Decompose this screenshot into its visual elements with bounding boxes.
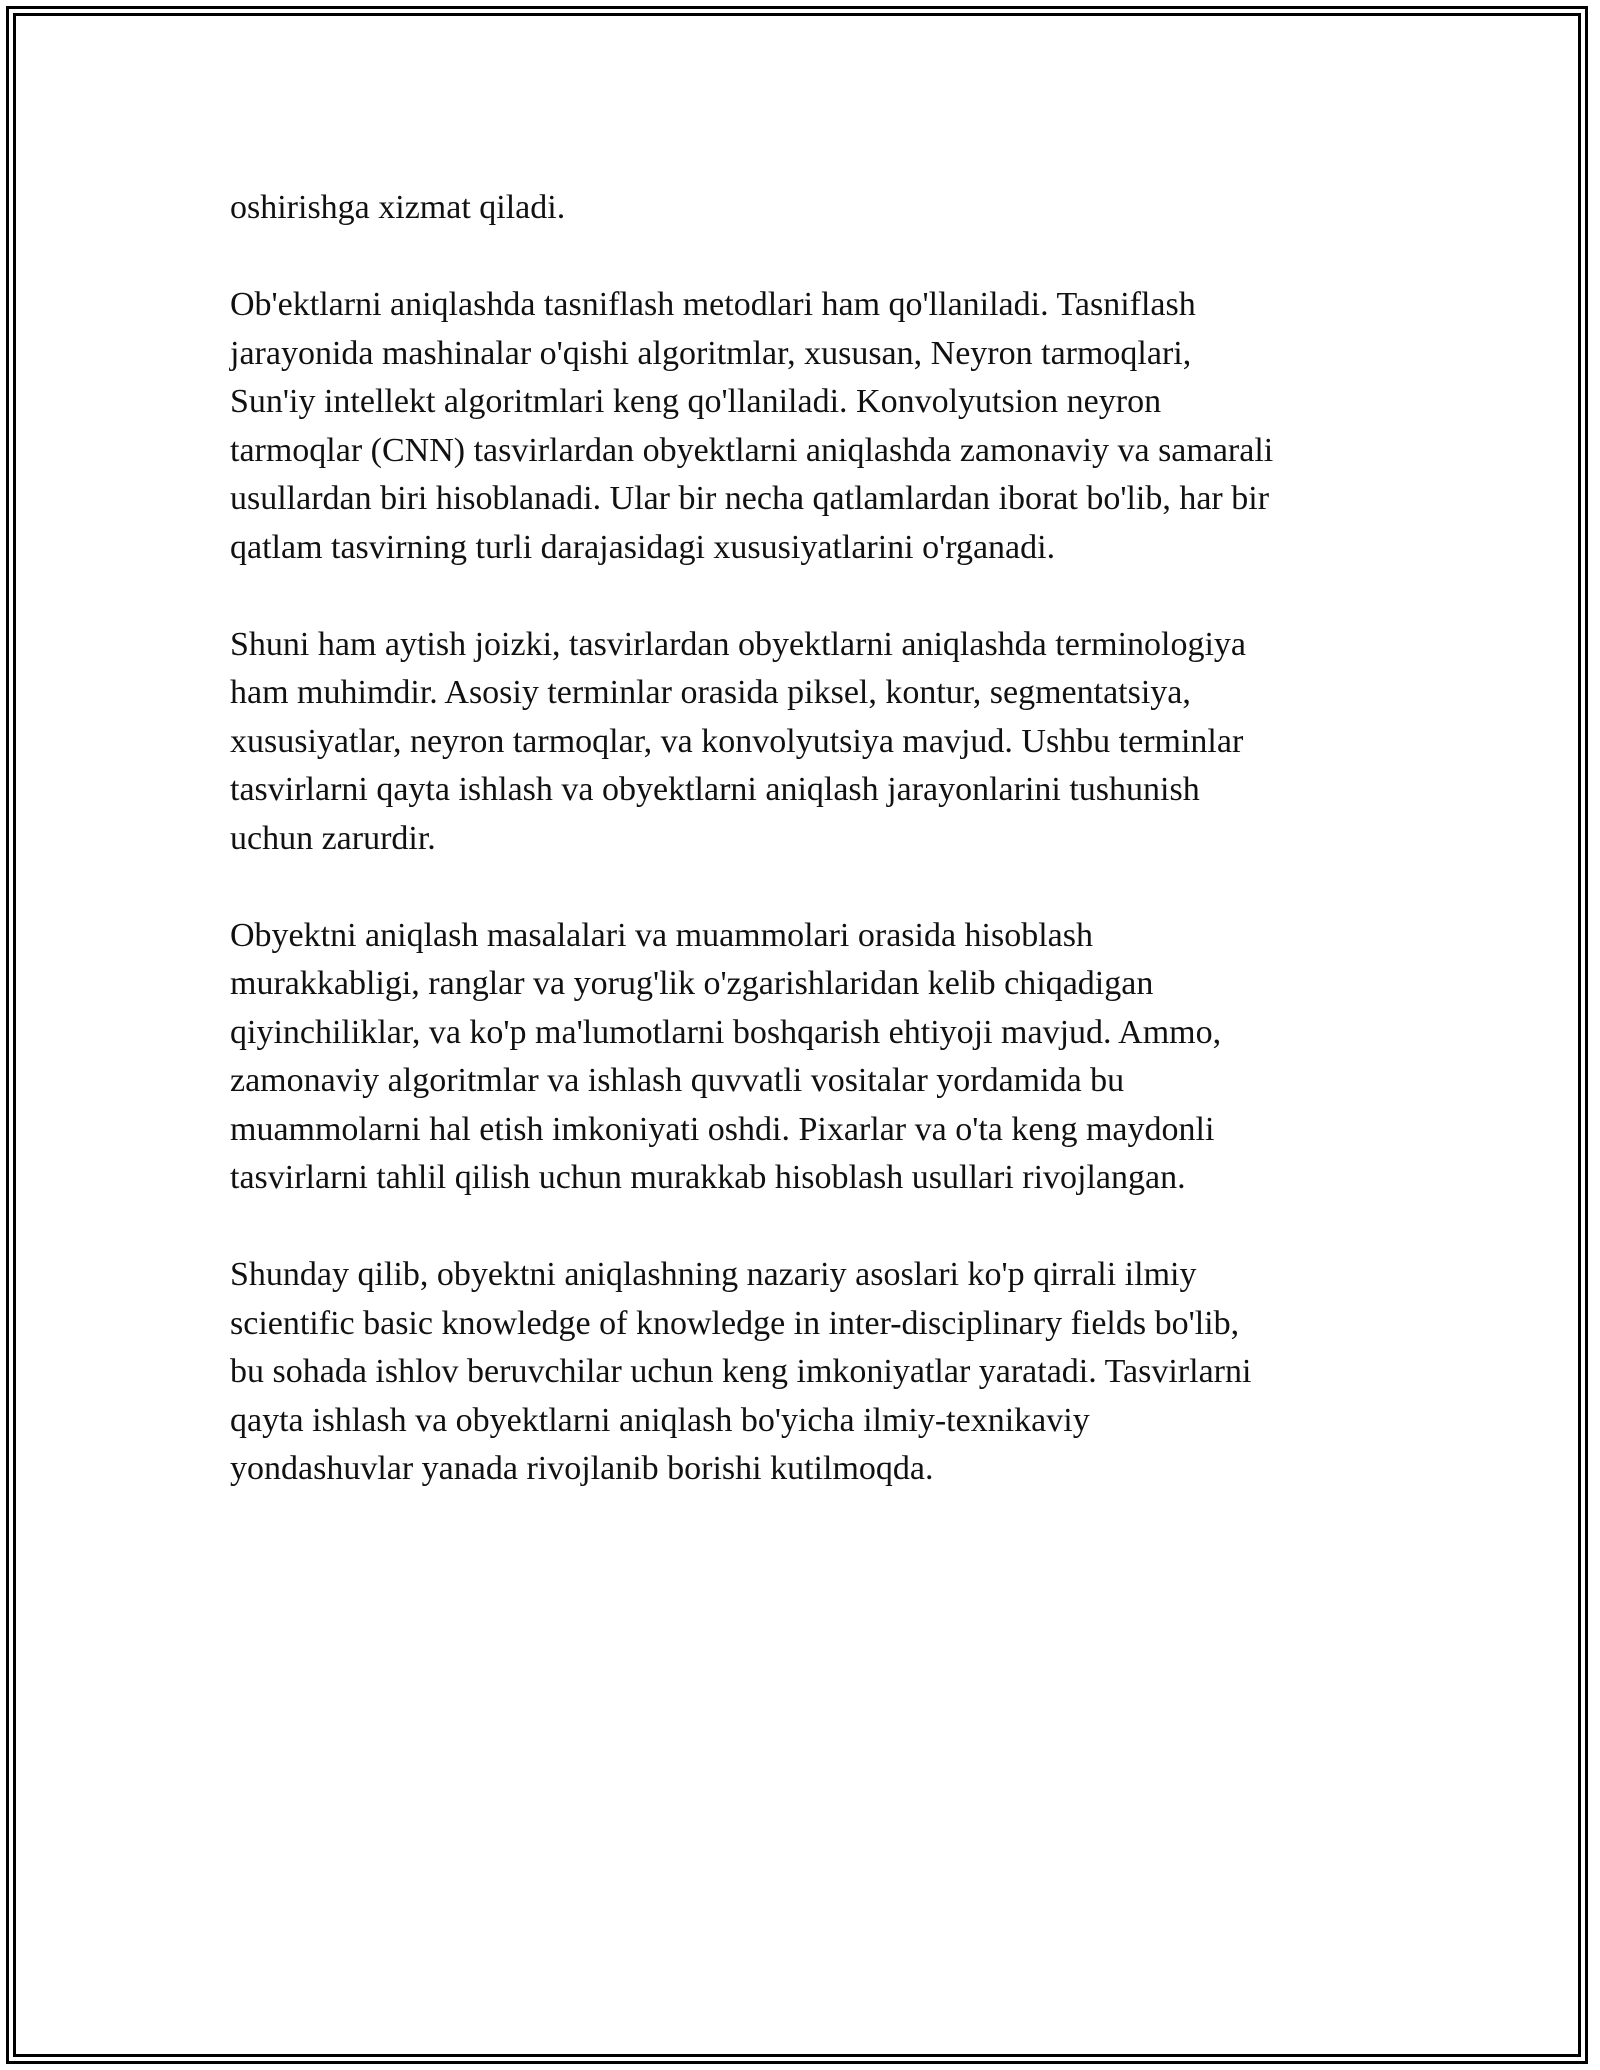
text-line: scientific basic knowledge of knowledge in inter-disciplinary fields bo'lib,	[230, 1304, 1240, 1342]
text-line: Sun'iy intellekt algoritmlari keng qo'llaniladi. Konvolyutsion neyron	[230, 383, 1162, 420]
text-line: jarayonida mashinalar o'qishi algoritmlar, xususan, Neyron tarmoqlari,	[230, 334, 1192, 372]
text-line: yondashuvlar yanada rivojlanib borishi kutilmoqda.	[230, 1450, 934, 1487]
text-line: zamonaviy algoritmlar va ishlash quvvatli vositalar yordamida bu	[230, 1062, 1125, 1099]
text-line: muammolarni hal etish imkoniyati oshdi. Pixarlar va o'ta keng maydonli	[230, 1110, 1215, 1148]
text-line: ham muhimdir. Asosiy terminlar orasida piksel, kontur, segmentatsiya,	[230, 674, 1191, 711]
text-line: Obyektni aniqlash masalalari va muammolari orasida hisoblash	[230, 916, 1093, 954]
document-body	[230, 184, 1390, 1542]
text-line: tarmoqlar (CNN) tasvirlardan obyektlarni aniqlashda zamonaviy va samarali	[230, 431, 1274, 469]
text-line: qatlam tasvirning turli darajasidagi xususiyatlarini o'rganadi.	[230, 528, 1056, 566]
text-line: bu sohada ishlov beruvchilar uchun keng imkoniyatlar yaratadi. Tasvirlarni	[230, 1353, 1252, 1390]
text-line: xususiyatlar, neyron tarmoqlar, va konvolyutsiya mavjud. Ushbu terminlar	[230, 722, 1244, 760]
paragraph-classification-methods	[230, 281, 1390, 572]
text-line: Ob'ektlarni aniqlashda tasniflash metodlari ham qo'llaniladi. Tasniflash	[230, 286, 1196, 323]
paragraph-continuation	[230, 184, 1390, 233]
paragraph-terminology	[230, 621, 1390, 864]
text-line: uchun zarurdir.	[230, 819, 436, 857]
text-line: tasvirlarni tahlil qilish uchun murakkab hisoblash usullari rivojlangan.	[230, 1159, 1186, 1196]
text-line: Shunday qilib, obyektni aniqlashning nazariy asoslari ko'p qirrali ilmiy	[230, 1256, 1197, 1293]
text-line: Shuni ham aytish joizki, tasvirlardan obyektlarni aniqlashda terminologiya	[230, 625, 1246, 663]
text-line: qiyinchiliklar, va ko'p ma'lumotlarni boshqarish ehtiyoji mavjud. Ammo,	[230, 1013, 1222, 1051]
text-line: usullardan biri hisoblanadi. Ular bir necha qatlamlardan iborat bo'lib, har bir	[230, 480, 1270, 517]
paragraph-conclusion	[230, 1251, 1390, 1494]
text-line: tasvirlarni qayta ishlash va obyektlarni aniqlash jarayonlarini tushunish	[230, 771, 1200, 808]
text-line: oshirishga xizmat qiladi.	[230, 189, 566, 226]
text-line: qayta ishlash va obyektlarni aniqlash bo'yicha ilmiy-texnikaviy	[230, 1401, 1090, 1439]
paragraph-problems	[230, 912, 1390, 1203]
text-line: murakkabligi, ranglar va yorug'lik o'zgarishlaridan kelib chiqadigan	[230, 965, 1154, 1002]
